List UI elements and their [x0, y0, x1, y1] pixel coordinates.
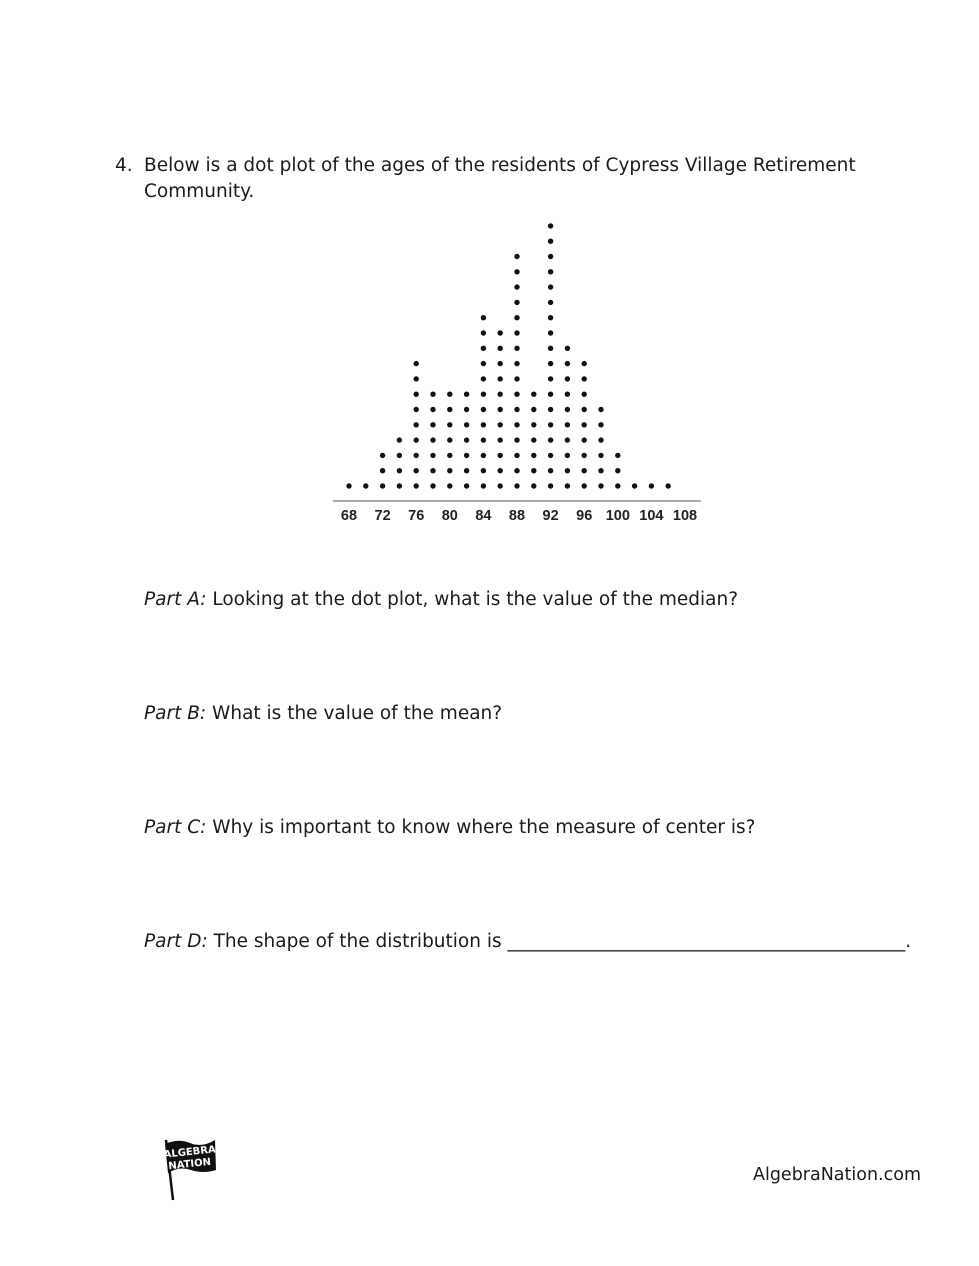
algebra-nation-logo — [160, 1136, 224, 1204]
dot-age-96-4 — [582, 437, 587, 442]
dot-age-72-3 — [380, 453, 385, 458]
dot-age-88-16 — [514, 254, 519, 259]
dot-age-94-3 — [565, 453, 570, 458]
dot-age-98-5 — [598, 422, 603, 427]
dot-age-88-13 — [514, 300, 519, 305]
dot-age-80-3 — [447, 453, 452, 458]
dot-age-90-5 — [531, 422, 536, 427]
dot-age-82-1 — [464, 483, 469, 488]
dot-age-98-3 — [598, 453, 603, 458]
tick-label-72: 72 — [374, 508, 391, 524]
dot-age-78-6 — [430, 407, 435, 412]
dot-age-86-8 — [498, 376, 503, 381]
dot-age-74-2 — [397, 468, 402, 473]
dot-age-84-3 — [481, 453, 486, 458]
part-d — [144, 929, 911, 955]
tick-label-92: 92 — [542, 508, 559, 524]
dot-age-76-4 — [414, 437, 419, 442]
dot-age-90-4 — [531, 437, 536, 442]
dot-age-82-2 — [464, 468, 469, 473]
dot-age-94-8 — [565, 376, 570, 381]
dot-age-94-10 — [565, 346, 570, 351]
dot-age-94-6 — [565, 407, 570, 412]
dot-age-92-18 — [548, 223, 553, 228]
dot-age-88-3 — [514, 453, 519, 458]
dot-age-90-3 — [531, 453, 536, 458]
dot-age-88-6 — [514, 407, 519, 412]
dot-age-96-8 — [582, 376, 587, 381]
dot-age-96-9 — [582, 361, 587, 366]
footer-site: AlgebraNation.com — [752, 1165, 921, 1185]
dot-age-82-6 — [464, 407, 469, 412]
dot-age-92-7 — [548, 392, 553, 397]
dot-age-88-10 — [514, 346, 519, 351]
tick-label-84: 84 — [475, 508, 492, 524]
part-c — [144, 815, 756, 841]
part-c-label: Part C: — [144, 817, 207, 838]
dot-age-80-2 — [447, 468, 452, 473]
dot-age-98-1 — [598, 483, 603, 488]
dot-age-96-5 — [582, 422, 587, 427]
dot-age-92-10 — [548, 346, 553, 351]
dot-age-88-2 — [514, 468, 519, 473]
dot-age-96-6 — [582, 407, 587, 412]
dot-age-80-7 — [447, 392, 452, 397]
question-4 — [115, 153, 875, 205]
dot-age-86-3 — [498, 453, 503, 458]
dot-age-92-17 — [548, 239, 553, 244]
question-text: Below is a dot plot of the ages of the residents of Cypress Village Retirement Community. — [144, 155, 856, 202]
part-b — [144, 701, 502, 727]
dot-age-84-12 — [481, 315, 486, 320]
dot-age-88-7 — [514, 392, 519, 397]
dot-age-96-7 — [582, 392, 587, 397]
dot-age-84-4 — [481, 437, 486, 442]
dot-age-82-3 — [464, 453, 469, 458]
tick-label-96: 96 — [576, 508, 593, 524]
dot-age-92-1 — [548, 483, 553, 488]
part-a — [144, 587, 738, 613]
dot-age-94-4 — [565, 437, 570, 442]
dot-age-98-2 — [598, 468, 603, 473]
dot-age-86-7 — [498, 392, 503, 397]
dot-age-78-4 — [430, 437, 435, 442]
dot-age-86-6 — [498, 407, 503, 412]
tick-label-108: 108 — [672, 508, 698, 524]
dot-age-92-13 — [548, 300, 553, 305]
tick-label-100: 100 — [605, 508, 630, 524]
dot-age-96-3 — [582, 453, 587, 458]
dot-age-82-4 — [464, 437, 469, 442]
part-a-label: Part A: — [144, 589, 207, 610]
dot-age-90-6 — [531, 407, 536, 412]
logo-text-top: ALGEBRA — [163, 1144, 217, 1161]
dot-age-92-2 — [548, 468, 553, 473]
part-d-text: The shape of the distribution is ___________________________________________. — [207, 931, 912, 952]
dot-age-86-2 — [498, 468, 503, 473]
dot-age-100-3 — [615, 453, 620, 458]
dot-age-88-11 — [514, 330, 519, 335]
dot-age-84-5 — [481, 422, 486, 427]
dot-age-94-5 — [565, 422, 570, 427]
dot-age-92-5 — [548, 422, 553, 427]
dot-age-70-1 — [363, 483, 368, 488]
dot-age-92-11 — [548, 330, 553, 335]
part-b-label: Part B: — [144, 703, 207, 724]
logo-text-bottom: NATION — [167, 1156, 212, 1173]
dot-age-92-12 — [548, 315, 553, 320]
dot-series — [346, 223, 671, 489]
dot-age-88-5 — [514, 422, 519, 427]
dot-age-84-7 — [481, 392, 486, 397]
dot-age-88-14 — [514, 284, 519, 289]
dot-age-84-1 — [481, 483, 486, 488]
dot-age-94-2 — [565, 468, 570, 473]
dot-age-84-8 — [481, 376, 486, 381]
dot-age-96-2 — [582, 468, 587, 473]
dot-age-84-11 — [481, 330, 486, 335]
dot-age-86-1 — [498, 483, 503, 488]
part-b-text: What is the value of the mean? — [206, 703, 503, 724]
dot-age-72-2 — [380, 468, 385, 473]
dot-age-92-3 — [548, 453, 553, 458]
dot-age-90-1 — [531, 483, 536, 488]
dot-age-104-1 — [649, 483, 654, 488]
tick-label-68: 68 — [340, 508, 358, 524]
dot-age-72-1 — [380, 483, 385, 488]
dot-age-88-4 — [514, 437, 519, 442]
tick-label-76: 76 — [408, 508, 425, 524]
dot-age-78-5 — [430, 422, 435, 427]
part-c-text: Why is important to know where the measure of center is? — [206, 817, 756, 838]
dot-age-84-6 — [481, 407, 486, 412]
dot-age-94-7 — [565, 392, 570, 397]
dot-age-80-1 — [447, 483, 452, 488]
part-a-text: Looking at the dot plot, what is the value of the median? — [206, 589, 739, 610]
dot-age-88-8 — [514, 376, 519, 381]
tick-label-80: 80 — [441, 508, 458, 524]
dot-age-76-5 — [414, 422, 419, 427]
dot-age-86-4 — [498, 437, 503, 442]
dot-age-92-16 — [548, 254, 553, 259]
dot-age-84-2 — [481, 468, 486, 473]
dot-age-78-3 — [430, 453, 435, 458]
dot-age-90-2 — [531, 468, 536, 473]
dot-age-92-8 — [548, 376, 553, 381]
tick-label-88: 88 — [508, 508, 526, 524]
dot-age-102-1 — [632, 483, 637, 488]
dot-age-84-10 — [481, 346, 486, 351]
dot-age-78-2 — [430, 468, 435, 473]
dot-age-86-11 — [498, 330, 503, 335]
dot-age-98-4 — [598, 437, 603, 442]
dot-age-78-1 — [430, 483, 435, 488]
dot-age-88-12 — [514, 315, 519, 320]
dot-age-80-5 — [447, 422, 452, 427]
dot-age-88-9 — [514, 361, 519, 366]
dot-age-92-9 — [548, 361, 553, 366]
dot-age-74-4 — [397, 437, 402, 442]
dot-age-94-9 — [565, 361, 570, 366]
dot-age-92-6 — [548, 407, 553, 412]
dot-age-76-9 — [414, 361, 419, 366]
tick-label-104: 104 — [639, 508, 664, 524]
dot-age-68-1 — [346, 483, 351, 488]
dot-age-76-8 — [414, 376, 419, 381]
dot-age-80-4 — [447, 437, 452, 442]
dot-plot — [325, 210, 715, 530]
dot-age-76-1 — [414, 483, 419, 488]
dot-age-76-7 — [414, 392, 419, 397]
dot-age-86-10 — [498, 346, 503, 351]
dot-age-84-9 — [481, 361, 486, 366]
dot-age-88-15 — [514, 269, 519, 274]
dot-age-76-3 — [414, 453, 419, 458]
dot-age-78-7 — [430, 392, 435, 397]
dot-age-98-6 — [598, 407, 603, 412]
dot-age-96-1 — [582, 483, 587, 488]
dot-age-94-1 — [565, 483, 570, 488]
dot-age-86-9 — [498, 361, 503, 366]
dot-age-82-7 — [464, 392, 469, 397]
dot-age-82-5 — [464, 422, 469, 427]
dot-age-80-6 — [447, 407, 452, 412]
dot-age-92-15 — [548, 269, 553, 274]
dot-age-74-3 — [397, 453, 402, 458]
question-number: 4. — [115, 155, 133, 176]
dot-age-90-7 — [531, 392, 536, 397]
dot-age-76-2 — [414, 468, 419, 473]
dot-age-92-14 — [548, 284, 553, 289]
dot-age-76-6 — [414, 407, 419, 412]
part-d-label: Part D: — [144, 931, 208, 952]
dot-age-106-1 — [666, 483, 671, 488]
tick-labels — [341, 508, 697, 524]
dot-age-74-1 — [397, 483, 402, 488]
dot-age-100-2 — [615, 468, 620, 473]
dot-age-86-5 — [498, 422, 503, 427]
dot-age-100-1 — [615, 483, 620, 488]
dot-age-88-1 — [514, 483, 519, 488]
dot-age-92-4 — [548, 437, 553, 442]
